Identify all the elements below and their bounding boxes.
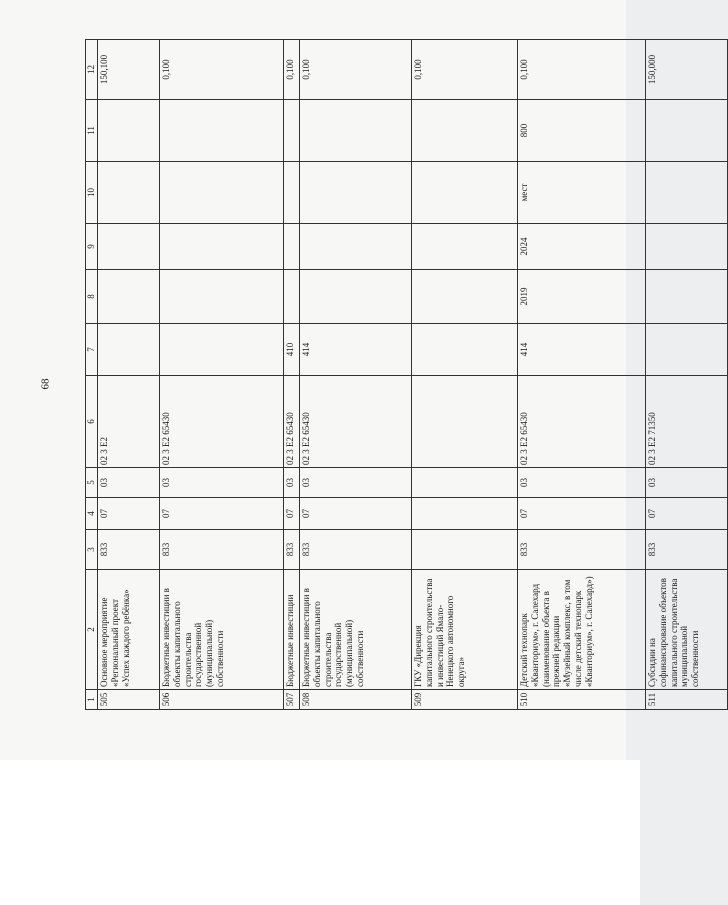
column-header: 4 (86, 498, 98, 530)
table-cell: 07 (300, 498, 412, 530)
table-cell (646, 162, 728, 224)
table-row (646, 40, 728, 710)
table-row (98, 40, 160, 710)
table-cell: 833 (98, 530, 160, 570)
table-row (160, 40, 284, 710)
table-cell (300, 224, 412, 270)
table-cell: 833 (284, 530, 300, 570)
table-cell: 03 (98, 468, 160, 498)
table-cell: 07 (284, 498, 300, 530)
table-cell: 07 (98, 498, 160, 530)
table-cell: 07 (160, 498, 284, 530)
table-cell: 02 3 E2 65430 (300, 376, 412, 468)
table-cell: 03 (300, 468, 412, 498)
column-header: 2 (86, 570, 98, 690)
table-cell (646, 224, 728, 270)
table-cell: 510 (518, 690, 646, 710)
column-header: 11 (86, 100, 98, 162)
column-header: 6 (86, 376, 98, 468)
column-header: 7 (86, 324, 98, 376)
table-cell (412, 468, 518, 498)
table-cell (98, 324, 160, 376)
table-cell (412, 324, 518, 376)
table-cell: 02 3 E2 71350 (646, 376, 728, 468)
table-cell: 0,100 (160, 40, 284, 100)
table-cell (412, 270, 518, 324)
table-row (518, 40, 646, 710)
table-cell (284, 100, 300, 162)
table-cell: 02 3 E2 (98, 376, 160, 468)
budget-table (85, 39, 728, 710)
table-cell (284, 162, 300, 224)
column-header: 9 (86, 224, 98, 270)
table-cell: Бюджетные инвестиции в объекты капитального строительства государственной (муниципальной) собственности (300, 570, 412, 690)
table-cell (98, 162, 160, 224)
table-cell (284, 224, 300, 270)
table-cell: 508 (300, 690, 412, 710)
table-cell (160, 324, 284, 376)
table-cell: 509 (412, 690, 518, 710)
table-cell (300, 162, 412, 224)
table-cell (412, 530, 518, 570)
table-cell: 03 (646, 468, 728, 498)
table-cell (412, 224, 518, 270)
table-cell (646, 270, 728, 324)
table-cell: Бюджетные инвестиции в объекты капитального строительства государственной (муниципальной) собственности (160, 570, 284, 690)
table-cell: 03 (518, 468, 646, 498)
table-cell: 414 (518, 324, 646, 376)
page-margin (0, 760, 640, 905)
table-cell (412, 376, 518, 468)
table-cell: 410 (284, 324, 300, 376)
table-cell (412, 162, 518, 224)
table-cell: Детский технопарк «Кванториум», г. Салехард (наименование объекта в прежней редакции «Музейный комплекс, в том числе детский технопарк «Кванториум», г. Салехард») (518, 570, 646, 690)
table-cell (98, 100, 160, 162)
table-cell: 150,000 (646, 40, 728, 100)
table-cell (160, 224, 284, 270)
table-cell: Субсидии на софинансирование объектов капитального строительства муниципальной собственности (646, 570, 728, 690)
table-cell: 0,100 (412, 40, 518, 100)
table-cell: 03 (160, 468, 284, 498)
table-row (284, 40, 300, 710)
column-header: 1 (86, 690, 98, 710)
table-cell (412, 100, 518, 162)
table-cell: 833 (300, 530, 412, 570)
table-cell (160, 270, 284, 324)
table-cell: 02 3 E2 65430 (284, 376, 300, 468)
table-cell (160, 162, 284, 224)
table-cell: 02 3 E2 65430 (518, 376, 646, 468)
table-cell: 0,100 (518, 40, 646, 100)
table-cell (300, 100, 412, 162)
column-header: 5 (86, 468, 98, 498)
table-cell: 03 (284, 468, 300, 498)
table-header-row (86, 40, 98, 710)
table-cell (160, 100, 284, 162)
table-cell: 506 (160, 690, 284, 710)
table-cell: 2019 (518, 270, 646, 324)
table-cell: 0,100 (284, 40, 300, 100)
column-header: 10 (86, 162, 98, 224)
table-cell (646, 100, 728, 162)
table-cell: 505 (98, 690, 160, 710)
table-cell: 02 3 E2 65430 (160, 376, 284, 468)
table-cell: 0,100 (300, 40, 412, 100)
table-cell (646, 324, 728, 376)
table-cell: 833 (646, 530, 728, 570)
table-cell (98, 270, 160, 324)
table-cell (284, 270, 300, 324)
column-header: 12 (86, 40, 98, 100)
table-cell (412, 498, 518, 530)
budget-table-rotated (85, 40, 701, 710)
table-cell: 414 (300, 324, 412, 376)
table-row (412, 40, 518, 710)
table-cell: 150,100 (98, 40, 160, 100)
table-cell: 833 (518, 530, 646, 570)
table-row (300, 40, 412, 710)
table-cell: 07 (646, 498, 728, 530)
table-cell: 833 (160, 530, 284, 570)
table-cell (300, 270, 412, 324)
table-cell: 507 (284, 690, 300, 710)
table-cell: ГКУ «Дирекция капитального строительства и инвестиций Ямало-Ненецкого автономного округа» (412, 570, 518, 690)
table-cell: 2024 (518, 224, 646, 270)
table-cell: Бюджетные инвестиции (284, 570, 300, 690)
page-number: 68 (39, 378, 52, 390)
table-cell: 511 (646, 690, 728, 710)
table-cell: 800 (518, 100, 646, 162)
table-cell: мест (518, 162, 646, 224)
table-cell: Основное мероприятие «Региональный проект «Успех каждого ребёнка» (98, 570, 160, 690)
column-header: 8 (86, 270, 98, 324)
table-cell: 07 (518, 498, 646, 530)
table-cell (98, 224, 160, 270)
column-header: 3 (86, 530, 98, 570)
